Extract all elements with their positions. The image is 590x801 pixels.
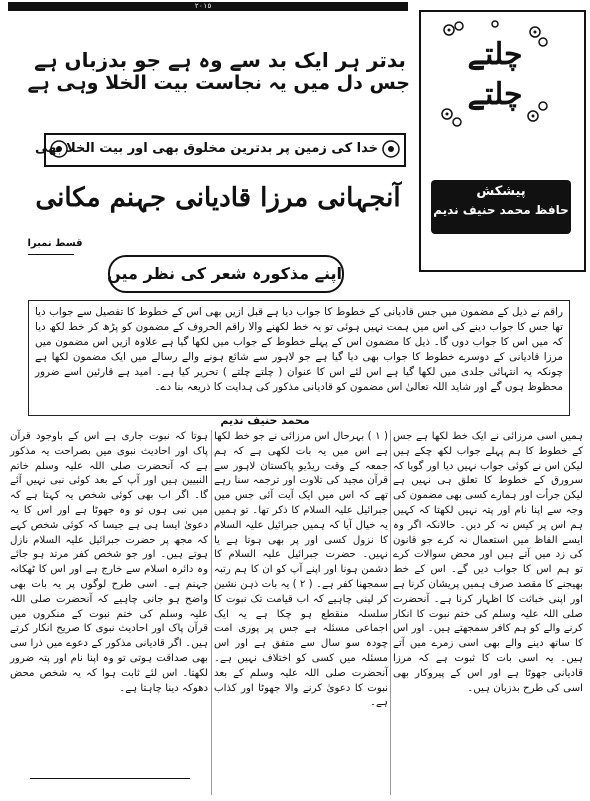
subtitle-box — [108, 255, 344, 293]
article-column-right: ہمیں اسی مرزائی نے ایک خط لکھا ہے جس کے خطوط کا ہم پہلے جواب لکھ چکے ہیں لیکن اس نے کوئی جواب نہیں دیا اور گویا کہ سرورق کے خطوط کا تعلق ہی نہیں ہے لیکن جرأت اور ہمارے کسی بھی مضمون کی وجہ سے اپنا نام اور پتہ نہیں لکھتا کہ کہیں ہم اس پر کیس نہ کر دیں۔ حالانکہ اگر وہ ایسے الفاظ میں استعمال نہ کرے جو قانون کی زد میں آتے ہیں اور محض سوالات کرے تو ہم اس کا جواب دیں گے۔ اس کے خط بھیجنے کا مقصد صرف ہمیں پریشان کرنا ہے اور اپنی خباثت کا اظہار کرنا ہے۔ آنحضرت صلی اللہ علیہ وسلم کی ختم نبوت کا انکار کرنے والے کو ہم کافر سمجھتے ہیں۔ اور اس کا ساتھ دینے والے بھی اسی زمرے میں آتے ہیں۔ یہ اسی بات کا ثبوت ہے کہ مرزا قادیانی جھوٹا ہے اور اس کے پیروکار بھی اسی کی طرح بدزبان ہیں۔ — [393, 431, 583, 694]
logo-text-bottom: چلتے — [467, 77, 523, 112]
episode-label: قسط نمبرا — [27, 238, 83, 249]
headline-verse-2: جس دل میں یہ نجاست بیت الخلا وہی ہے — [27, 72, 410, 94]
date-strip — [8, 2, 408, 11]
presenter-box — [431, 180, 571, 234]
column-logo — [435, 18, 555, 130]
intro-text: راقم نے ذیل کے مضمون میں جس قادیانی کے خطوط کا جواب دیا ہے قبل ازیں بھی اس کے خطوط کا تفصیل سے جواب دیا تھا جس کا جواب دینے کی اس میں ہمت نہیں ہوئی تو یہ خط لکھنے والا راقم الحروف کے مضمون کو پڑھ کر خط لکھ دیا کہ میں اس کا جواب دوں گا۔ ذیل کا مضمون اس کے پہلے خطوط کے جواب میں لکھا گیا ہے علاوہ ازیں اس مضمون میں مرزا قادیانی کے دوسرے خطوط کا جواب بھی دیا گیا ہے جو لاہور سے شائع ہونے والے رسالے میں ایک مضمون لکھا ہے چونکہ یہ انتہائی جلدی میں لکھا گیا ہے اس لئے اس کا عنوان ( چلتے چلتے ) تحریر کیا ہے۔ امید ہے قارئین اسے ضرور محظوظ ہوں گے اور شاید اللہ تعالیٰ اس مضمون کو قادیانی مذکور کی ہدایت کا ذریعہ بنا دے۔ — [35, 306, 563, 393]
intro-signature: محمد حنیف ندیم — [220, 414, 310, 427]
article-column-left: ہوتا کہ نبوت جاری ہے اس کے باوجود قرآن پاک اور احادیث نبوی میں بصراحت یہ مذکور ہے کہ آنحضرت صلی اللہ علیہ وسلم خاتم النبیین ہیں اور آپ کے بعد کوئی نبی نہیں آئے گا۔ اگر اب بھی کوئی شخص یہ کہتا ہے کہ میں نبی ہوں تو وہ جھوٹا ہے اور اس کا یہ دعویٰ ایسا ہی ہے جیسا کہ کوئی شخص کہے کہ مجھ پر حضرت جبرائیل علیہ السلام نازل ہوتے ہیں۔ اور جو شخص کفر مرتد ہو جائے وہ دائرہ اسلام سے خارج ہے اور اس کا ٹھکانہ جہنم ہے۔ اسی طرح لوگوں پر یہ بات بھی واضح ہو جانی چاہیے کہ آنحضرت صلی اللہ علیہ وسلم کی ختم نبوت کے منکروں میں قرآن پاک اور احادیث نبوی کا صریح انکار کرتے ہیں۔ اگر قادیانی مذکور کے دعوے میں ذرا سی بھی صداقت ہوتی تو وہ اپنا نام اور پتہ ضرور لکھتا۔ اس لئے ثابت ہوا کہ یہ شخص محض دھوکہ دینا چاہتا ہے۔ — [10, 431, 208, 694]
main-title: آنجہانی مرزا قادیانی جہنم مکانی — [35, 183, 401, 213]
article-column-middle: ( ۱ ) بہرحال اس مرزائی نے جو خط لکھا ہے اس میں یہ بات لکھی ہے کہ ہم جمعہ کے وقت ریڈیو پاکستان لاہور سے قرآن مجید کی تلاوت اور ترجمہ سنا رہے تھے کہ اس میں ایک آیت آئی جس میں جبرائیل علیہ السلام کا ذکر تھا۔ تو ہمیں یہ خیال آیا کہ ہمیں جبرائیل علیہ السلام کا نزول کسی اور پر بھی ہوتا ہے یا نہیں۔ حضرت جبرائیل علیہ السلام کا دشمن ہونا اور اپنے آپ کو ان کا ہم رتبہ سمجھنا کفر ہے۔ ( ۲ ) یہ بات ذہن نشین کر لینی چاہیے کہ اب قیامت تک نبوت کا سلسلہ منقطع ہو چکا ہے یہ ایک اجماعی مسئلہ ہے جس پر پوری امت چودہ سو سال سے متفق ہے اور اس مسئلہ میں کسی کو اختلاف نہیں ہے۔ آنحضرت صلی اللہ علیہ وسلم کے بعد نبوت کا دعویٰ کرنے والا جھوٹا اور کذاب ہے۔ — [214, 431, 389, 709]
presenter-label: پیشکش — [476, 184, 526, 199]
ornament-icon — [380, 138, 402, 160]
presenter-name: حافظ محمد حنیف ندیم — [433, 203, 569, 217]
column-divider — [211, 430, 212, 795]
episode-underline — [28, 254, 74, 255]
headline-banner — [34, 133, 406, 167]
intro-box — [28, 300, 570, 416]
logo-text-top: چلتے — [467, 37, 523, 72]
headline-verse-1: بدتر ہر ایک بد سے وہ ہے جو بدزباں ہے — [34, 48, 406, 72]
column-divider — [390, 430, 391, 795]
banner-text: خدا کی زمین پر بدترین مخلوق بھی اور بیت الخلا بھی — [34, 141, 378, 156]
column-end-rule — [30, 778, 190, 779]
date-strip-text: ٢٠١٥ — [194, 2, 212, 10]
subtitle-text: اپنے مذکورہ شعر کی نظر میں — [107, 264, 342, 283]
